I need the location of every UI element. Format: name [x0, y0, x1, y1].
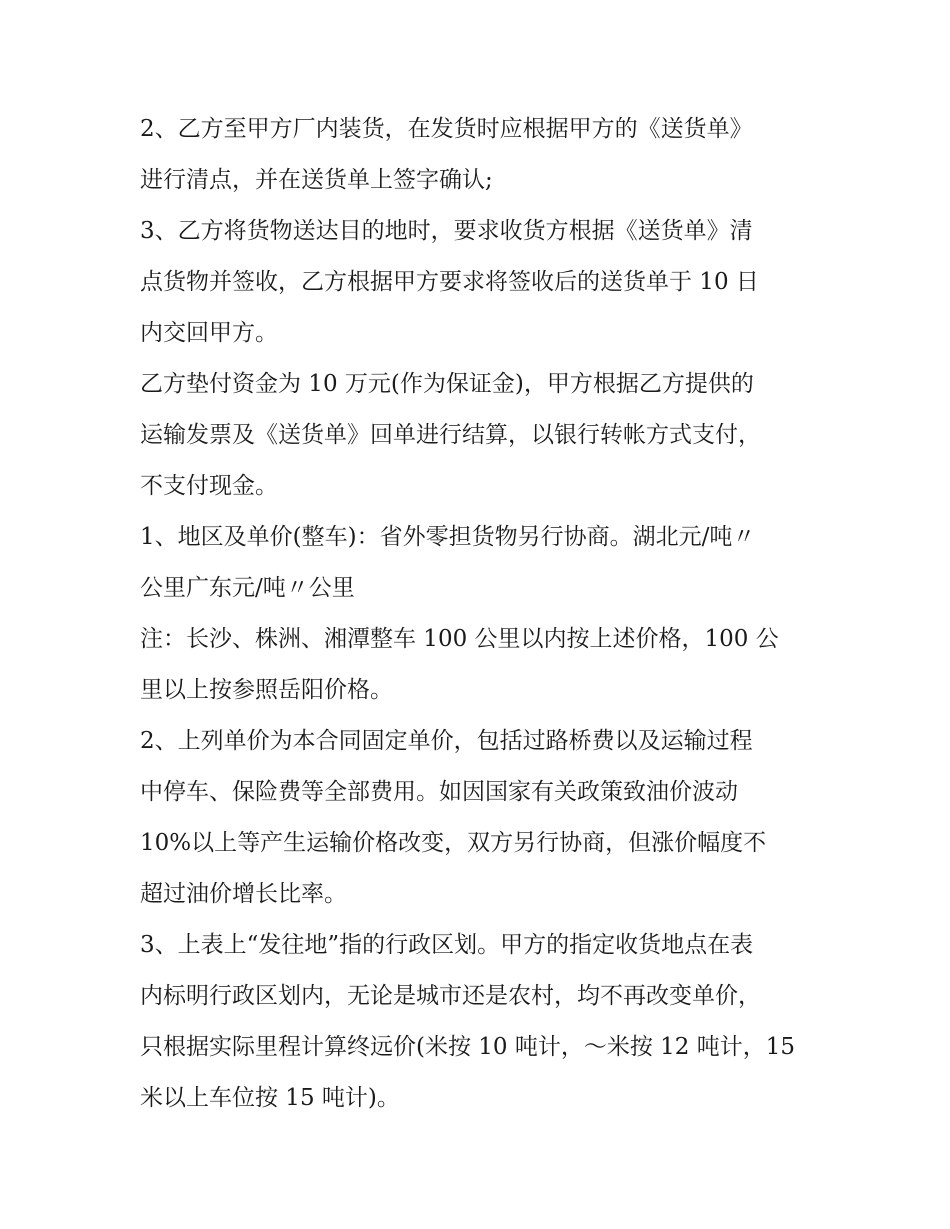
text-line: 3、乙方将货物送达目的地时，要求收货方根据《送货单》清 [140, 218, 753, 244]
text-line: 1、地区及单价(整车)：省外零担货物另行协商。湖北元/吨〃 [140, 524, 756, 550]
text-line: 乙方垫付资金为 10 万元(作为保证金)，甲方根据乙方提供的 [140, 371, 754, 397]
text-line: 米以上车位按 15 吨计)。 [140, 1085, 400, 1111]
text-line: 内交回甲方。 [140, 320, 278, 346]
text-line: 2、上列单价为本合同固定单价，包括过路桥费以及运输过程 [140, 728, 753, 754]
text-line: 3、上表上“发往地”指的行政区划。甲方的指定收货地点在表 [140, 932, 754, 958]
text-line: 注：长沙、株洲、湘潭整车 100 公里以内按上述价格，100 公 [140, 626, 779, 652]
text-line: 超过油价增长比率。 [140, 881, 347, 907]
text-line: 2、乙方至甲方厂内装货，在发货时应根据甲方的《送货单》 [140, 116, 753, 142]
text-line: 内标明行政区划内，无论是城市还是农村，均不再改变单价， [140, 983, 761, 1009]
text-line: 点货物并签收，乙方根据甲方要求将签收后的送货单于 10 日 [140, 269, 759, 295]
document-body [140, 104, 820, 1124]
text-line: 不支付现金。 [140, 473, 278, 499]
text-line: 进行清点，并在送货单上签字确认; [140, 167, 493, 193]
text-line: 中停车、保险费等全部费用。如因国家有关政策致油价波动 [140, 779, 738, 805]
text-line: 里以上按参照岳阳价格。 [140, 677, 393, 703]
text-line: 10%以上等产生运输价格改变，双方另行协商，但涨价幅度不 [140, 830, 767, 856]
text-line: 只根据实际里程计算终远价(米按 10 吨计，～米按 12 吨计，15 [140, 1034, 796, 1060]
text-line: 公里广东元/吨〃公里 [140, 575, 355, 601]
text-line: 运输发票及《送货单》回单进行结算，以银行转帐方式支付， [140, 422, 761, 448]
